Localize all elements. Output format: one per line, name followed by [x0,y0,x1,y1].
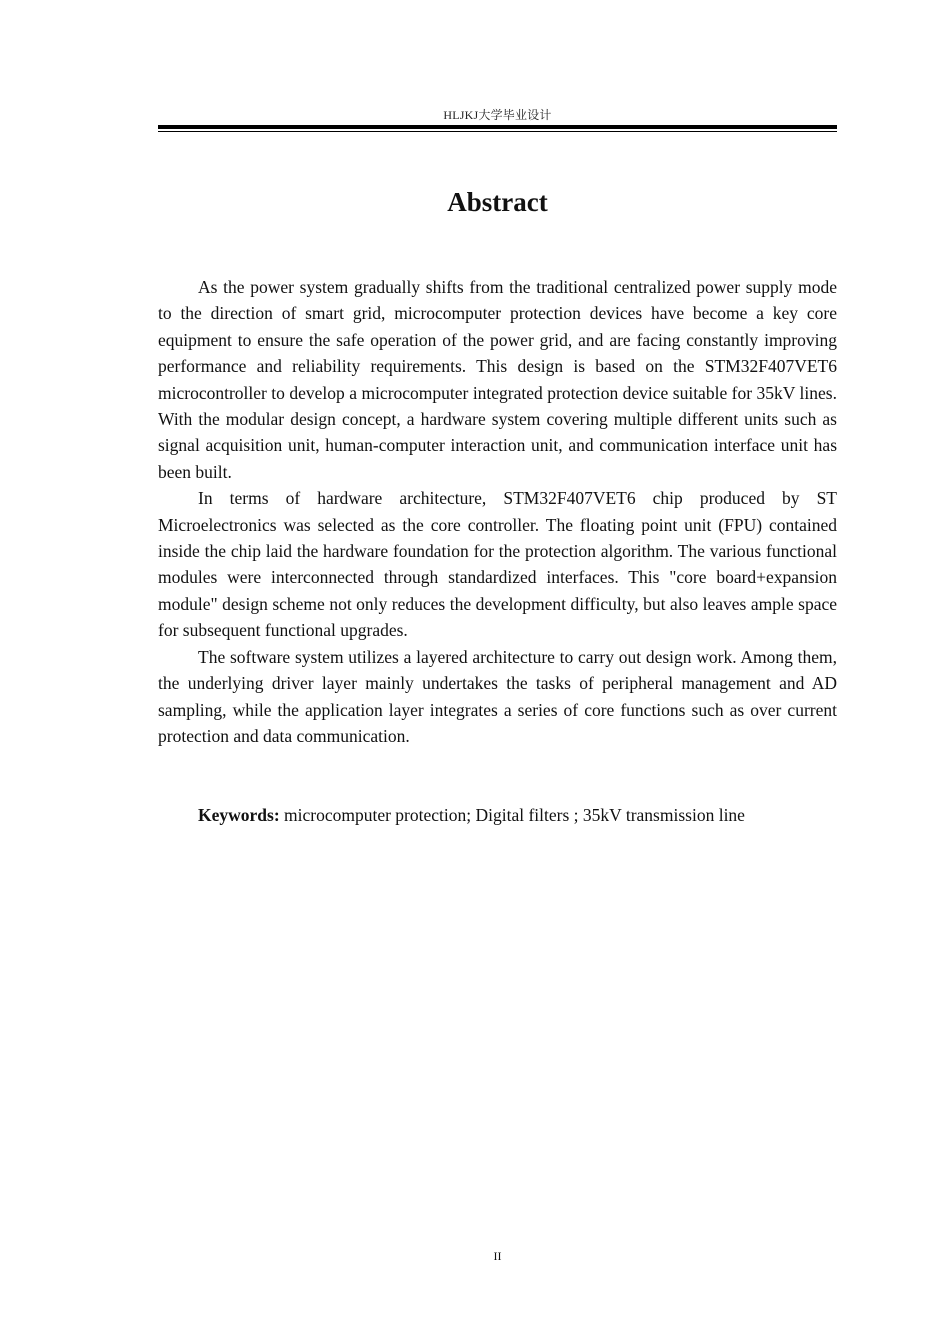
abstract-paragraph-1: As the power system gradually shifts from the traditional centralized power supply mode to the direction of smart grid, microcomputer protection devices have become a key core equipment to ensure the safe operation of the power grid, and are facing constantly improving performance and reliability requirements. This design is based on the STM32F407VET6 microcontroller to develop a microcomputer integrated protection device suitable for 35kV lines. With the modular design concept, a hardware system covering multiple different units such as signal acquisition unit, human-computer interaction unit, and communication interface unit has been built. [158,277,837,482]
running-header: HLJKJ大学毕业设计 [443,108,552,122]
header-rule-thick [158,125,837,129]
keywords-label: Keywords: [198,805,280,825]
page-title: Abstract [447,187,548,217]
abstract-body [158,274,837,749]
keywords-line [158,802,837,828]
keywords-text: microcomputer protection; Digital filters ; 35kV transmission line [279,805,745,825]
abstract-paragraph-3: The software system utilizes a layered architecture to carry out design work. Among them, the underlying driver layer mainly undertakes the tasks of peripheral management and AD sampling, while the application layer integrates a series of core functions such as over current protection and data communication. [158,646,837,746]
abstract-paragraph-2: In terms of hardware architecture, STM32F407VET6 chip produced by ST Microelectronics was selected as the core controller. The floating point unit (FPU) contained inside the chip laid the hardware foundation for the protection algorithm. The various functional modules were interconnected through standardized interfaces. This "core board+expansion module" design scheme not only reduces the development difficulty, but also leaves ample space for subsequent functional upgrades. [158,488,837,641]
header-rule-thin [158,131,837,132]
page-number: II [493,1249,502,1263]
